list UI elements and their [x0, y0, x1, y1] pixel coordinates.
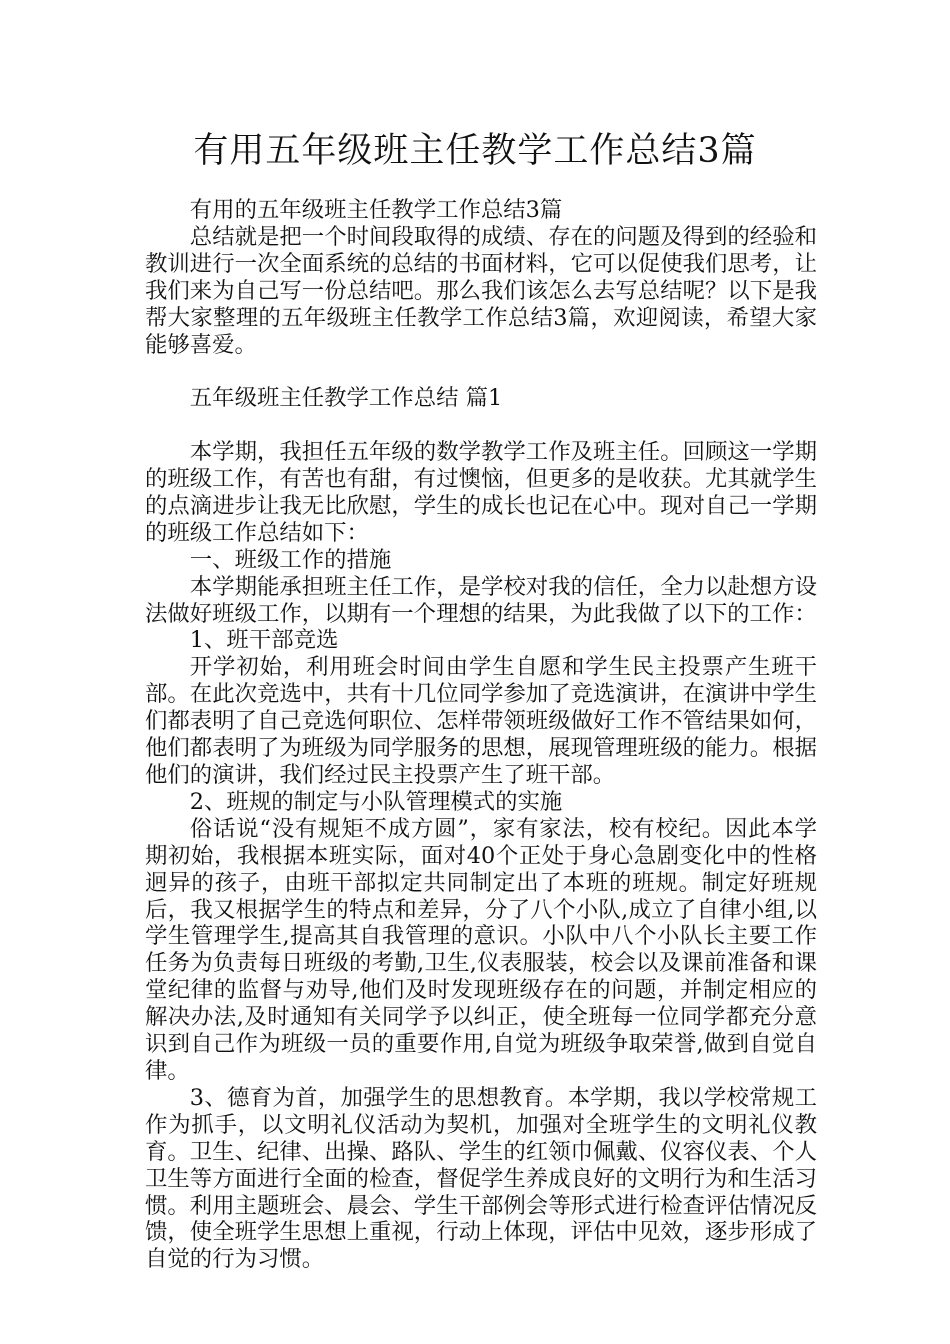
document-title: 有用五年级班主任教学工作总结3篇 — [193, 131, 757, 171]
intro-paragraph: 总结就是把一个时间段取得的成绩、存在的问题及得到的经验和教训进行一次全面系统的总结的书面材料，它可以促使我们思考，让我们来为自己写一份总结吧。那么我们该怎么去写总结呢？以下是我帮大家整理的五年级班主任教学工作总结3篇，欢迎阅读，希望大家能够喜爱。 — [145, 223, 817, 358]
document-subtitle: 有用的五年级班主任教学工作总结3篇 — [189, 197, 563, 223]
paragraph-cadre-election: 开学初始，利用班会时间由学生自愿和学生民主投票产生班干部。在此次竞选中，共有十几位同学参加了竞选演讲，在演讲中学生们都表明了自己竞选何职位、怎样带领班级做好工作不管结果如何，他们都表明了为班级为同学服务的思想，展现管理班级的能力。根据他们的演讲，我们经过民主投票产生了班干部。 — [145, 654, 817, 788]
section-heading-part-1: 五年级班主任教学工作总结 篇1 — [189, 385, 503, 412]
heading-cadre-election: 1、班干部竞选 — [189, 627, 339, 654]
paragraph-semester-overview: 本学期，我担任五年级的数学教学工作及班主任。回顾这一学期的班级工作，有苦也有甜，有过懊恼，但更多的是收获。尤其就学生的点滴进步让我无比欣慰，学生的成长也记在心中。现对自己一学期的班级工作总结如下： — [145, 439, 817, 546]
heading-class-measures: 一、班级工作的措施 — [189, 546, 392, 573]
heading-class-rules: 2、班规的制定与小队管理模式的实施 — [189, 788, 563, 815]
paragraph-class-rules: 俗话说“没有规矩不成方圆”，家有家法，校有校纪。因此本学期初始，我根据本班实际，面对40个正处于身心急剧变化中的性格迥异的孩子，由班干部拟定共同制定出了本班的班规。制定好班规后，我又根据学生的特点和差异，分了八个小队,成立了自律小组,以学生管理学生,提高其自我管理的意识。小队中八个小队长主要工作任务为负责每日班级的考勤,卫生,仪表服装，校会以及课前准备和课堂纪律的监督与劝导,他们及时发现班级存在的问题，并制定相应的解决办法,及时通知有关同学予以纠正，使全班每一位同学都充分意识到自己作为班级一员的重要作用,自觉为班级争取荣誉,做到自觉自律。 — [145, 815, 817, 1084]
paragraph-moral-education: 3、德育为首，加强学生的思想教育。本学期，我以学校常规工作为抓手，以文明礼仪活动为契机，加强对全班学生的文明礼仪教育。卫生、纪律、出操、路队、学生的红领巾佩戴、仪容仪表、个人卫生等方面进行全面的检查，督促学生养成良好的文明行为和生活习惯。利用主题班会、晨会、学生干部例会等形式进行检查评估情况反馈，使全班学生思想上重视，行动上体现，评估中见效，逐步形成了自觉的行为习惯。 — [145, 1084, 817, 1273]
document-body — [145, 197, 817, 1273]
paragraph-class-measures: 本学期能承担班主任工作，是学校对我的信任，全力以赴想方设法做好班级工作，以期有一个理想的结果，为此我做了以下的工作： — [145, 573, 817, 627]
